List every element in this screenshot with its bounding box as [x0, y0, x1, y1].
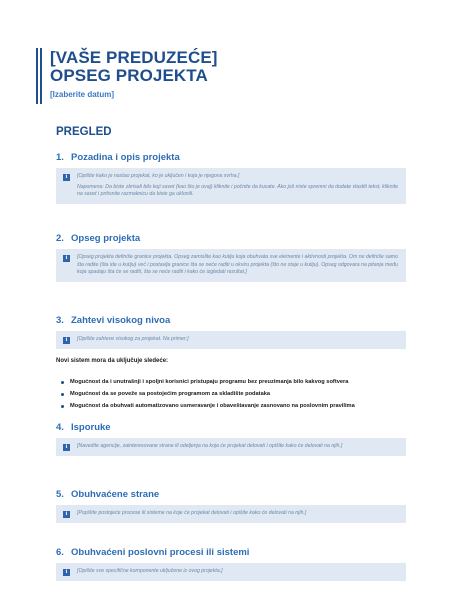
title-accent-bar: [36, 48, 38, 104]
section-heading-background: [56, 152, 180, 163]
section-number: 6.: [56, 547, 64, 558]
tip-box-business-processes[interactable]: [56, 563, 406, 581]
section-title: Pozadina i opis projekta: [71, 152, 180, 163]
tip-text: [Opišite kako je nastao projekat, ko je uključen i koja je njegova svrha.]: [77, 173, 240, 179]
info-icon: i: [63, 174, 70, 181]
info-icon: i: [63, 569, 70, 576]
tip-text: [Opseg projekta definiše granice projekta. Opseg zamislite kao kutiju koja obuhvata sve elemente i aktivnosti projekta. Om ne definiše samo šta radite (šta ide u kutiju) već i postavlja granice šta se neće raditi u okviru projekta (što ne staje u kutiju). Opseg odgovara na pitanja među koja spadaju šta će se raditi, šta se neće raditi i kako će izgledati rezultat.]: [77, 254, 398, 276]
section-number: 3.: [56, 315, 64, 326]
tip-box-requirements[interactable]: [56, 331, 406, 349]
tip-box-affected-parties[interactable]: [56, 505, 406, 523]
info-icon: i: [63, 444, 70, 451]
tip-box-scope[interactable]: [56, 249, 406, 282]
tip-box-deliverables[interactable]: [56, 438, 406, 456]
section-title: Obuhvaćeni poslovni procesi ili sistemi: [71, 547, 250, 558]
section-heading-deliverables: [56, 422, 111, 433]
info-icon: i: [63, 511, 70, 518]
info-icon: i: [63, 337, 70, 344]
section-title: Opseg projekta: [71, 233, 141, 244]
section-title: Zahtevi visokog nivoa: [71, 315, 171, 326]
info-icon: i: [63, 255, 70, 262]
tip-text: [Navedite agencije, zainteresovane strane ili odeljenja na koja će projekat delovati i opišite kako će delovati na njih.]: [77, 443, 343, 449]
section-heading-requirements: [56, 315, 170, 326]
section-heading-affected-parties: [56, 489, 159, 500]
list-item[interactable]: Mogućnost da se poveže sa postojećim programom za skladište podataka: [60, 388, 355, 400]
document-type-title: OPSEG PROJEKTA: [50, 66, 208, 85]
section-title: Obuhvaćene strane: [71, 489, 160, 500]
section-heading-scope: [56, 233, 140, 244]
date-picker-placeholder[interactable]: [Izaberite datum]: [50, 90, 115, 99]
overview-heading: PREGLED: [56, 126, 112, 138]
section-number: 4.: [56, 422, 64, 433]
company-name-placeholder[interactable]: [VAŠE PREDUZEĆE]: [50, 48, 218, 67]
tip-box-background[interactable]: [56, 168, 406, 204]
title-block: [36, 48, 436, 110]
list-item[interactable]: Mogućnost da obuhvati automatizovano usmeravanje i obaveštavanje zasnovano na poslovnim pravilima: [60, 400, 355, 412]
section-number: 2.: [56, 233, 64, 244]
section-number: 5.: [56, 489, 64, 500]
section-number: 1.: [56, 152, 64, 163]
tip-text: [Opišite sve specifične komponente uključene iz ovog projekta.]: [77, 568, 223, 574]
list-item[interactable]: Mogućnost da i unutrašnji i spoljni korisnici pristupaju programu bez preuzimanja bilo kakvog softvera: [60, 376, 355, 388]
tip-text: Napomena: Da biste zbrisali bilo koji savet (kao što je ovaj) kliknite i počnite da kucate. Ako još niste spremni da dodate vlastiti tekst, kliknite na savet i pritisnite razmaknicu da biste ga uklonili.: [77, 183, 399, 198]
requirements-list: [60, 376, 355, 413]
tip-text: [Opišite zahteve visokog za projekat. Na primer:]: [77, 336, 189, 342]
requirements-intro[interactable]: Novi sistem mora da uključuje sledeće:: [56, 358, 169, 364]
section-heading-business-processes: [56, 547, 249, 558]
section-title: Isporuke: [71, 422, 111, 433]
tip-text: [Popišite postojeće procese ili sisteme na koje će projekat delovati i opišite kako će delovati na njih.]: [77, 510, 307, 516]
title-accent-bar: [40, 48, 42, 104]
document-title[interactable]: [50, 49, 218, 85]
